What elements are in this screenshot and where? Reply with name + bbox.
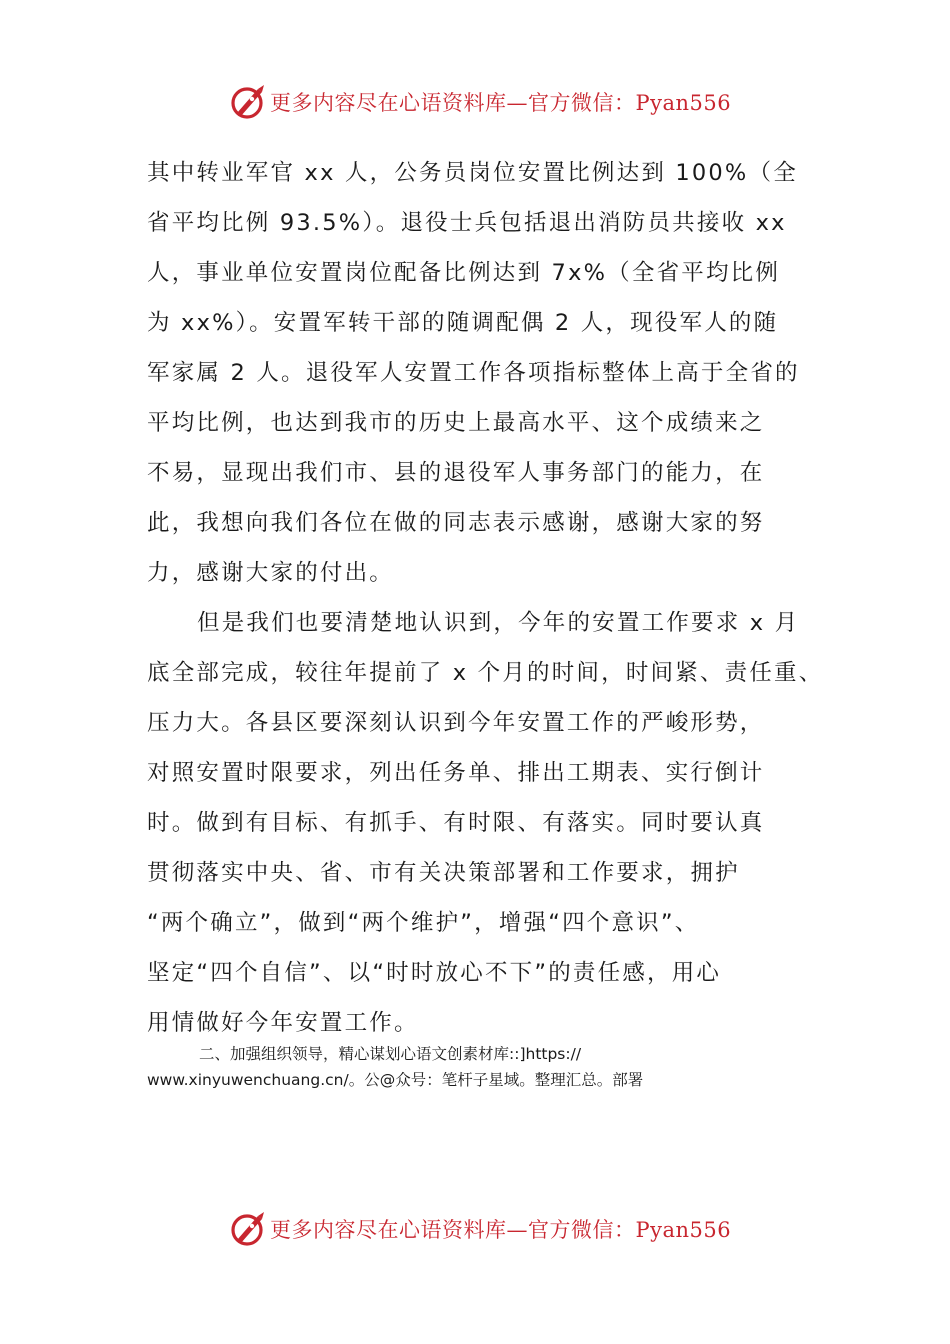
text-line: 用情做好今年安置工作。 (147, 1010, 419, 1036)
text-line: 贯彻落实中央、省、市有关决策部署和工作要求，拥护 (147, 860, 740, 886)
text-line: 不易，显现出我们市、县的退役军人事务部门的能力，在 (147, 460, 765, 486)
banner-text: 更多内容尽在心语资料库—官方微信：Pyan556 (270, 91, 732, 115)
text-line: 坚定“四个自信”、以“时时放心不下”的责任感，用心 (147, 960, 722, 986)
paragraph-1 (147, 148, 837, 598)
text-line: 为 xx%）。安置军转干部的随调配偶 2 人，现役军人的随 (147, 310, 779, 336)
pen-logo-icon (228, 1209, 268, 1249)
text-line: 但是我们也要清楚地认识到，今年的安置工作要求 x 月 (197, 610, 800, 636)
paragraph-2 (147, 598, 837, 1048)
text-line: 其中转业军官 xx 人，公务员岗位安置比例达到 100%（全 (147, 160, 798, 186)
text-line: 省平均比例 93.5%）。退役士兵包括退出消防员共接收 xx (147, 210, 787, 236)
text-line: 力，感谢大家的付出。 (147, 560, 395, 586)
text-line: 对照安置时限要求，列出任务单、排出工期表、实行倒计 (147, 760, 765, 786)
text-line: 压力大。各县区要深刻认识到今年安置工作的严峻形势， (147, 710, 765, 736)
text-line: 平均比例，也达到我市的历史上最高水平、这个成绩来之 (147, 410, 765, 436)
text-line: 时。做到有目标、有抓手、有时限、有落实。同时要认真 (147, 810, 765, 836)
text-line: 此，我想向我们各位在做的同志表示感谢，感谢大家的努 (147, 510, 765, 536)
header-banner (228, 80, 731, 124)
banner-text: 更多内容尽在心语资料库—官方微信：Pyan556 (270, 1218, 732, 1242)
body-text (147, 148, 837, 1048)
note-line: 二、加强组织领导，精心谋划心语文创素材库::]https:// (199, 1045, 582, 1063)
text-line: “两个确立”，做到“两个维护”，增强“四个意识”、 (147, 910, 700, 936)
text-line: 军家属 2 人。退役军人安置工作各项指标整体上高于全省的 (147, 360, 800, 386)
footer-banner (228, 1207, 731, 1251)
pen-logo-icon (228, 82, 268, 122)
text-line: 人，事业单位安置岗位配备比例达到 7x%（全省平均比例 (147, 260, 781, 286)
section-note (147, 1041, 837, 1093)
text-line: 底全部完成，较往年提前了 x 个月的时间，时间紧、责任重、 (147, 660, 824, 686)
note-line: www.xinyuwenchuang.cn/。公@众号：笔杆子星域。整理汇总。部署 (147, 1071, 644, 1089)
